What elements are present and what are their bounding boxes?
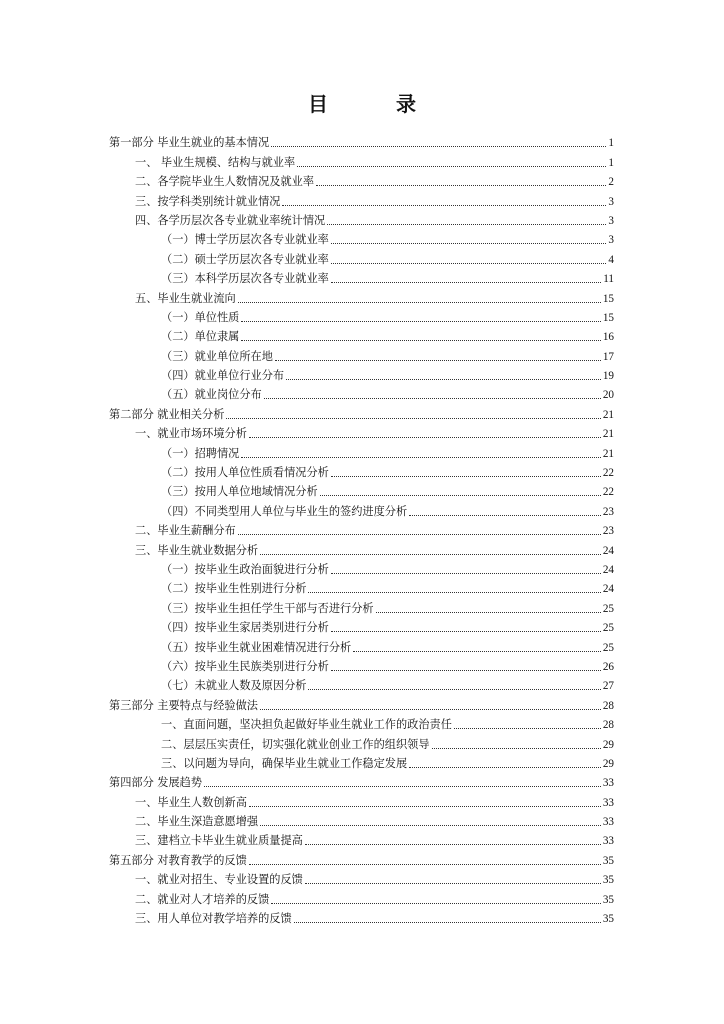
toc-entry[interactable]	[109, 247, 614, 266]
toc-page-number: 27	[602, 680, 614, 693]
toc-entry[interactable]	[109, 868, 614, 887]
toc-entry-label: 三、用人单位对教学培养的反馈	[135, 912, 292, 926]
toc-entry-label: 二、毕业生深造意愿增强	[135, 815, 259, 829]
dot-leader	[238, 301, 601, 303]
toc-entry[interactable]	[109, 771, 614, 790]
dot-leader	[353, 650, 601, 652]
toc-entry[interactable]	[109, 519, 614, 538]
toc-entry-label: （一）博士学历层次各专业就业率	[161, 233, 329, 247]
toc-entry-label: （一）招聘情况	[161, 446, 240, 460]
dot-leader	[376, 611, 601, 613]
toc-entry[interactable]	[109, 635, 614, 654]
toc-entry[interactable]	[109, 848, 614, 867]
toc-entry-label: （一）按毕业生政治面貌进行分析	[161, 562, 329, 576]
dot-leader	[331, 630, 601, 632]
toc-entry-label: （一）单位性质	[161, 310, 240, 324]
toc-page-number: 21	[602, 447, 614, 460]
dot-leader	[331, 262, 607, 264]
dot-leader	[241, 456, 600, 458]
dot-leader	[249, 805, 601, 807]
toc-entry[interactable]	[109, 402, 614, 421]
dot-leader	[331, 242, 607, 244]
toc-entry[interactable]	[109, 170, 614, 189]
dot-leader	[409, 766, 601, 768]
toc-entry[interactable]	[109, 422, 614, 441]
toc-entry[interactable]	[109, 267, 614, 286]
toc-entry[interactable]	[109, 228, 614, 247]
dot-leader	[331, 572, 601, 574]
toc-entry[interactable]	[109, 577, 614, 596]
dot-leader	[241, 320, 600, 322]
toc-page-number: 23	[602, 525, 614, 538]
dot-leader	[260, 824, 601, 826]
toc-entry[interactable]	[109, 441, 614, 460]
toc-entry[interactable]	[109, 558, 614, 577]
toc-entry-label: （六）按毕业生民族类别进行分析	[161, 659, 329, 673]
dot-leader	[238, 533, 601, 535]
dot-leader	[275, 359, 601, 361]
dot-leader	[282, 204, 606, 206]
toc-entry[interactable]	[109, 655, 614, 674]
toc-page-number: 17	[602, 350, 614, 363]
toc-entry-label: （七）未就业人数及原因分析	[161, 679, 307, 693]
dot-leader	[204, 785, 601, 787]
toc-entry-label: （三）本科学历层次各专业就业率	[161, 272, 329, 286]
toc-page-number: 26	[602, 660, 614, 673]
toc-entry[interactable]	[109, 209, 614, 228]
dot-leader	[320, 494, 601, 496]
toc-entry-label: 第二部分 就业相关分析	[109, 407, 225, 421]
toc-entry-label: 二、就业对人才培养的反馈	[135, 892, 270, 906]
toc-entry-label: 一、就业市场环境分析	[135, 427, 247, 441]
dot-leader	[286, 378, 601, 380]
toc-page-number: 28	[602, 719, 614, 732]
toc-page-number: 28	[602, 699, 614, 712]
toc-entry[interactable]	[109, 150, 614, 169]
toc-entry-label: 第三部分 主要特点与经验做法	[109, 698, 258, 712]
toc-page-number: 15	[602, 311, 614, 324]
toc-page-number: 22	[602, 467, 614, 480]
toc-entry-label: 三、毕业生就业数据分析	[135, 543, 259, 557]
toc-entry[interactable]	[109, 325, 614, 344]
toc-page-number: 24	[602, 583, 614, 596]
toc-entry[interactable]	[109, 344, 614, 363]
dot-leader	[297, 165, 606, 167]
toc-entry-label: 三、按学科类别统计就业情况	[135, 194, 281, 208]
dot-leader	[409, 514, 601, 516]
toc-entry-label: 二、各学院毕业生人数情况及就业率	[135, 175, 315, 189]
dot-leader	[264, 397, 601, 399]
toc-entry-label: （二）按毕业生性别进行分析	[161, 582, 307, 596]
toc-page-number: 33	[602, 777, 614, 790]
toc-entry[interactable]	[109, 829, 614, 848]
dot-leader	[331, 281, 601, 283]
toc-entry[interactable]	[109, 674, 614, 693]
toc-entry-label: （二）按用人单位性质看情况分析	[161, 466, 329, 480]
dot-leader	[294, 921, 601, 923]
toc-page-number: 25	[602, 641, 614, 654]
toc-page-number: 29	[602, 757, 614, 770]
toc-page-number: 2	[608, 176, 614, 189]
toc-page-number: 3	[608, 195, 614, 208]
toc-page-number: 33	[602, 816, 614, 829]
toc-entry-label: （四）不同类型用人单位与毕业生的签约进度分析	[161, 504, 408, 518]
toc-page-number: 35	[602, 854, 614, 867]
toc-page-number: 25	[602, 602, 614, 615]
toc-entry-label: 三、建档立卡毕业生就业质量提高	[135, 834, 303, 848]
dot-leader	[454, 727, 601, 729]
dot-leader	[249, 436, 601, 438]
toc-page-number: 19	[602, 370, 614, 383]
toc-entry-label: 三、以问题为导向，确保毕业生就业工作稳定发展	[161, 756, 408, 770]
toc-entry-label: 二、层层压实责任，切实强化就业创业工作的组织领导	[161, 737, 430, 751]
toc-page-number: 4	[608, 253, 614, 266]
table-of-contents	[109, 131, 614, 926]
toc-entry[interactable]	[109, 286, 614, 305]
dot-leader	[305, 843, 601, 845]
dot-leader	[308, 688, 600, 690]
toc-page-number: 11	[603, 273, 614, 286]
toc-entry[interactable]	[109, 596, 614, 615]
toc-entry[interactable]	[109, 732, 614, 751]
toc-entry-label: 一、直面问题，坚决担负起做好毕业生就业工作的政治责任	[161, 718, 452, 732]
dot-leader	[327, 223, 606, 225]
toc-page-number: 21	[602, 408, 614, 421]
toc-entry[interactable]	[109, 907, 614, 926]
toc-entry-label: 一、 毕业生规模、结构与就业率	[135, 155, 296, 169]
toc-page-number: 33	[602, 796, 614, 809]
toc-page-number: 22	[602, 486, 614, 499]
toc-entry-label: 二、毕业生薪酬分布	[135, 524, 236, 538]
toc-entry-label: 第一部分 毕业生就业的基本情况	[109, 136, 270, 150]
toc-page-number: 3	[608, 214, 614, 227]
dot-leader	[316, 184, 606, 186]
toc-entry[interactable]	[109, 189, 614, 208]
toc-page-number: 16	[602, 331, 614, 344]
toc-entry-label: 第五部分 对教育教学的反馈	[109, 853, 247, 867]
toc-entry-label: （三）就业单位所在地	[161, 349, 273, 363]
toc-entry[interactable]	[109, 887, 614, 906]
toc-entry-label: （三）按毕业生担任学生干部与否进行分析	[161, 601, 374, 615]
toc-entry[interactable]	[109, 480, 614, 499]
toc-entry-label: 一、就业对招生、专业设置的反馈	[135, 873, 303, 887]
toc-page-number: 20	[602, 389, 614, 402]
toc-entry-label: 五、毕业生就业流向	[135, 291, 236, 305]
toc-entry[interactable]	[109, 499, 614, 518]
toc-entry[interactable]	[109, 383, 614, 402]
toc-entry[interactable]	[109, 131, 614, 150]
dot-leader	[249, 863, 601, 865]
toc-entry[interactable]	[109, 461, 614, 480]
toc-entry-label: （五）按毕业生就业困难情况进行分析	[161, 640, 352, 654]
toc-entry[interactable]	[109, 810, 614, 829]
toc-page-number: 35	[602, 874, 614, 887]
toc-entry[interactable]	[109, 616, 614, 635]
dot-leader	[241, 339, 600, 341]
toc-page-number: 15	[602, 292, 614, 305]
toc-page-number: 1	[608, 156, 614, 169]
dot-leader	[331, 475, 601, 477]
toc-page-number: 23	[602, 505, 614, 518]
dot-leader	[226, 417, 600, 419]
toc-entry-label: （四）按毕业生家居类别进行分析	[161, 621, 329, 635]
toc-entry-label: （二）硕士学历层次各专业就业率	[161, 252, 329, 266]
toc-entry-label: 四、各学历层次各专业就业率统计情况	[135, 213, 326, 227]
toc-entry[interactable]	[109, 538, 614, 557]
dot-leader	[432, 747, 601, 749]
toc-page-number: 35	[602, 893, 614, 906]
toc-page-number: 24	[602, 544, 614, 557]
toc-page-number: 33	[602, 835, 614, 848]
dot-leader	[260, 708, 601, 710]
toc-page-number: 29	[602, 738, 614, 751]
toc-entry[interactable]	[109, 306, 614, 325]
toc-entry[interactable]	[109, 364, 614, 383]
dot-leader	[271, 902, 601, 904]
dot-leader	[308, 591, 600, 593]
toc-entry-label: （二）单位隶属	[161, 330, 240, 344]
dot-leader	[271, 145, 606, 147]
dot-leader	[305, 882, 601, 884]
dot-leader	[331, 669, 601, 671]
toc-entry[interactable]	[109, 713, 614, 732]
toc-page-number: 21	[602, 428, 614, 441]
toc-entry-label: （四）就业单位行业分布	[161, 369, 285, 383]
toc-page-number: 25	[602, 622, 614, 635]
toc-entry[interactable]	[109, 790, 614, 809]
toc-page-number: 1	[608, 137, 614, 150]
toc-entry[interactable]	[109, 752, 614, 771]
page-title: 目 录	[308, 92, 440, 116]
toc-page-number: 24	[602, 563, 614, 576]
dot-leader	[260, 553, 601, 555]
toc-entry-label: 第四部分 发展趋势	[109, 776, 203, 790]
toc-page-number: 3	[608, 234, 614, 247]
toc-entry-label: （三）按用人单位地域情况分析	[161, 485, 318, 499]
toc-entry[interactable]	[109, 693, 614, 712]
toc-entry-label: （五）就业岗位分布	[161, 388, 262, 402]
toc-entry-label: 一、毕业生人数创新高	[135, 795, 247, 809]
toc-page-number: 35	[602, 913, 614, 926]
